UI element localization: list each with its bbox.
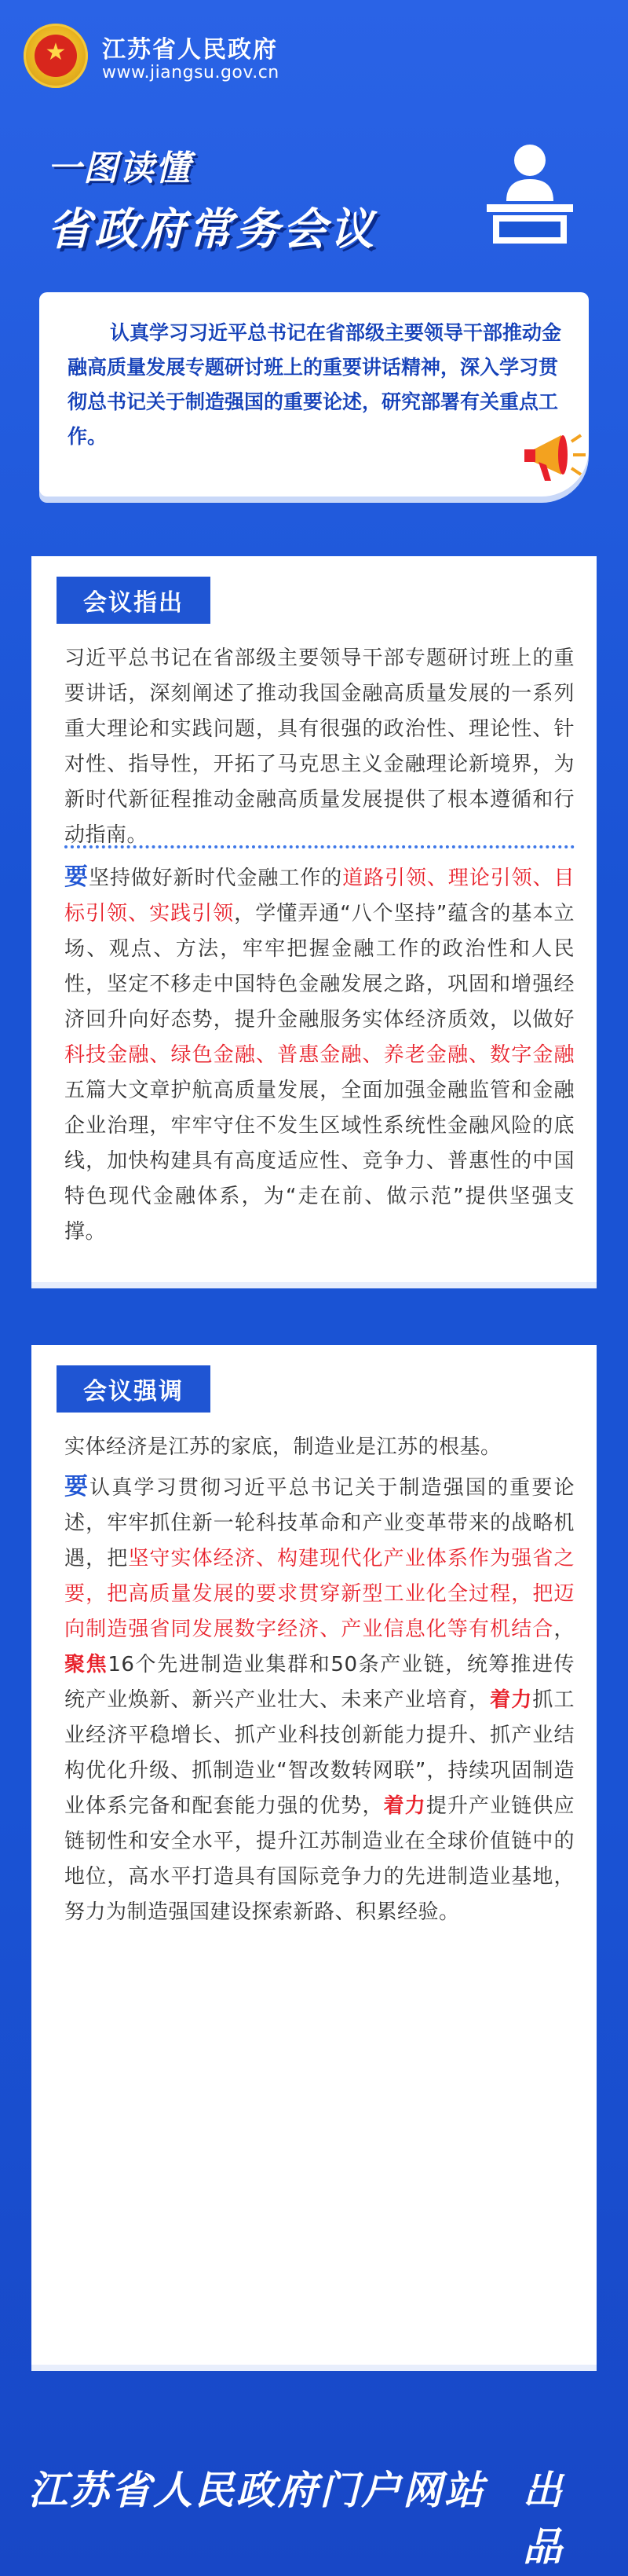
section-badge: 会议指出 (57, 577, 210, 624)
section-badge: 会议强调 (57, 1365, 210, 1413)
card-shadow (31, 1282, 597, 1288)
page-title-block (47, 140, 455, 255)
section-meeting-emphasized (31, 1345, 597, 2371)
section1-requirement (64, 859, 575, 1250)
text-segment: ，学懂弄通“八个坚持”蕴含的基本立场、观点、方法，牢牢把握金融工作的政治性和人民性，坚定不移走中国特色金融发展之路，巩固和增强经济回升向好态势，提升金融服务实体经济质效，以做好 (64, 902, 575, 1031)
lead-keyword: 要 (64, 863, 89, 891)
footer-credit (28, 2459, 601, 2570)
section2-requirement (64, 1469, 575, 1930)
section-meeting-pointed-out (31, 556, 597, 1288)
highlight-text: 科技金融、绿色金融、普惠金融、养老金融、数字金融 (64, 1043, 575, 1067)
site-url[interactable]: www.jiangsu.gov.cn (102, 63, 279, 82)
text-segment: 五篇大文章护航高质量发展，全面加强金融监管和金融企业治理，牢牢守住不发生区域性系统性金融风险的底线，加快构建具有高度适应性、竞争力、普惠性的中国特色现代金融体系，为“走在前、做示范”提供坚强支撑。 (64, 1079, 575, 1244)
text-segment: 提升产业链供应链韧性和安全水平，提升江苏制造业在全球价值链中的地位，高水平打造具有国际竞争力的先进制造业基地，努力为制造强国建设探索新路、积累经验。 (64, 1794, 575, 1924)
bold-keyword: 着力 (383, 1794, 426, 1818)
site-header[interactable] (24, 24, 604, 94)
text-segment: ， (553, 1618, 575, 1641)
text-segment: 坚持做好新时代金融工作的 (88, 867, 343, 890)
text-segment: 认真学习贯彻习近平总书记关于制造强国的重要论述，牢牢抓住新一轮科技革命和产业变革带来的战略机遇，把 (64, 1476, 575, 1570)
page-title: 省政府常务会议 (47, 204, 377, 255)
national-emblem-icon: ★ (24, 24, 88, 88)
megaphone-icon (518, 426, 589, 489)
footer-suffix: 出品 (523, 2468, 564, 2570)
section2-paragraph: 实体经济是江苏的家底，制造业是江苏的根基。 (64, 1435, 502, 1459)
intro-card (39, 292, 589, 497)
section1-paragraph: 习近平总书记在省部级主要领导干部专题研讨班上的重要讲话，深刻阐述了推动我国金融高质量发展的一系列重大理论和实践问题，具有很强的政治性、理论性、针对性、指导性，开拓了马克思主义金融理论新境界，为新时代新征程推动金融高质量发展提供了根本遵循和行动指南。 (64, 647, 575, 847)
highlight-text: 坚守实体经济、构建现代化产业体系作为强省之要，把高质量发展的要求贯穿新型工业化全过程，把迈向制造强省同发展数字经济、产业信息化等有机结合 (64, 1547, 575, 1641)
highlight-text: 道路引领、理论引领、目标引领、实践引领 (64, 867, 575, 925)
text-segment: 抓工业经济平稳增长、抓产业科技创新能力提升、抓产业结构优化升级、抓制造业“智改数转网联”，持续巩固制造业体系完备和配套能力强的优势， (64, 1688, 575, 1818)
intro-text: 认真学习习近平总书记在省部级主要领导干部推动金融高质量发展专题研讨班上的重要讲话精神，深入学习贯彻总书记关于制造强国的重要论述，研究部署有关重点工作。 (68, 321, 562, 448)
site-name: 江苏省人民政府 (102, 36, 278, 64)
text-segment: 16个先进制造业集群和50条产业链，统筹推进传统产业焕新、新兴产业壮大、未来产业培育， (64, 1653, 575, 1712)
card-shadow (31, 2365, 597, 2371)
page-subtitle: 一图读懂 (47, 148, 192, 189)
bold-keyword: 聚焦 (64, 1653, 108, 1676)
podium-speaker-icon (471, 140, 589, 250)
footer-publisher: 江苏省人民政府门户网站 (28, 2468, 486, 2513)
bold-keyword: 着力 (490, 1688, 533, 1712)
dotted-divider (64, 845, 575, 848)
lead-keyword: 要 (64, 1473, 90, 1501)
